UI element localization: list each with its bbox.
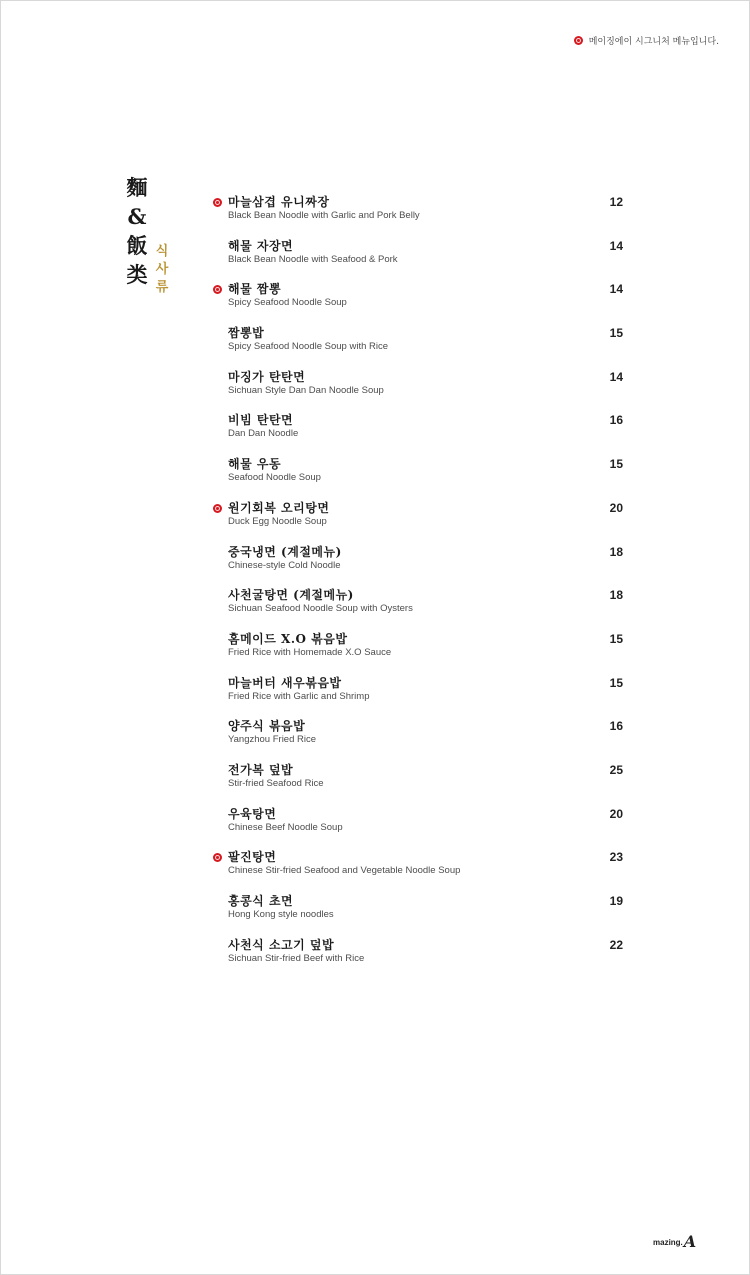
menu-item-english: Duck Egg Noodle Soup: [228, 515, 327, 527]
menu-item: [211, 630, 631, 674]
menu-item-name: 우육탕면: [228, 806, 277, 821]
menu-item-name: 해물 짬뽕: [228, 282, 282, 297]
menu-item-english: Sichuan Seafood Noodle Soup with Oysters: [228, 603, 413, 615]
menu-item-english: Chinese Beef Noodle Soup: [228, 821, 343, 833]
category-title-korean: [154, 243, 170, 297]
menu-item-name: 마늘삼겹 유니짜장: [228, 195, 330, 209]
menu-item-english: Black Bean Noodle with Garlic and Pork Belly: [228, 210, 420, 221]
menu-item: [211, 324, 631, 368]
menu-item: [211, 237, 631, 281]
menu-item-price: 15: [609, 457, 623, 472]
menu-item-english: Fried Rice with Homemade X.O Sauce: [228, 646, 392, 658]
menu-item-english: Spicy Seafood Noodle Soup: [228, 297, 347, 309]
brand-logo: [653, 1234, 696, 1250]
menu-item-price: 25: [609, 762, 623, 777]
menu-item-name: 원기회복 오리탕면: [228, 500, 330, 515]
menu-item-price: 14: [609, 369, 623, 384]
signature-icon: [213, 285, 222, 294]
menu-item-english: Chinese-style Cold Noodle: [228, 559, 341, 571]
signature-icon: [213, 504, 222, 513]
menu-item-price: 18: [609, 588, 623, 603]
menu-item: [211, 761, 631, 805]
category-korean-char: 식: [155, 244, 169, 259]
menu-item-english: Black Bean Noodle with Seafood & Pork: [228, 253, 398, 265]
menu-item-price: 12: [609, 195, 623, 209]
menu-item-english: Dan Dan Noodle: [228, 428, 299, 440]
signature-icon: [574, 36, 583, 45]
menu-item-name: 마징가 탄탄면: [228, 369, 306, 384]
menu-item: [211, 193, 631, 237]
signature-icon: [213, 198, 222, 207]
menu-item: [211, 368, 631, 412]
brand-logo-text: mazing.: [653, 1237, 683, 1247]
menu-item-price: 16: [609, 719, 623, 734]
menu-item-name: 전가복 덮밥: [228, 762, 294, 777]
signature-legend: [574, 34, 719, 47]
menu-item-name: 마늘버터 새우볶음밥: [228, 675, 342, 690]
category-hanja-char: &: [127, 204, 147, 229]
menu-item: [211, 280, 631, 324]
menu-item-price: 19: [609, 894, 623, 908]
menu-item: [211, 586, 631, 630]
menu-item-name: 홈메이드 X.O 볶음밥: [228, 631, 348, 646]
menu-item-name: 해물 자장면: [228, 238, 294, 253]
menu-item-name: 짬뽕밥: [228, 326, 265, 341]
menu-item-english: Chinese Stir-fried Seafood and Vegetable Noodle Soup: [228, 865, 461, 877]
menu-item-price: 15: [609, 675, 623, 690]
menu-item: [211, 717, 631, 761]
menu-item-name: 해물 우동: [228, 457, 282, 472]
menu-item-price: 20: [609, 500, 623, 515]
menu-item: [211, 892, 631, 936]
menu-item: [211, 455, 631, 499]
menu-item: [211, 543, 631, 587]
menu-item-name: 비빔 탄탄면: [228, 413, 294, 428]
menu-item-price: 14: [609, 282, 623, 297]
menu-item-english: Seafood Noodle Soup: [228, 472, 321, 484]
menu-item-price: 22: [609, 937, 623, 952]
brand-logo-mark: A: [683, 1232, 697, 1251]
menu-item-price: 18: [609, 544, 623, 559]
menu-item: [211, 805, 631, 849]
menu-item-price: 20: [609, 806, 623, 821]
menu-item: [211, 674, 631, 718]
menu-item: [211, 411, 631, 455]
category-hanja-char: 类: [126, 262, 148, 287]
menu-list: [211, 193, 631, 979]
category-title-hanja: [122, 173, 152, 289]
menu-item-english: Hong Kong style noodles: [228, 909, 334, 920]
menu-item-english: Sichuan Stir-fried Beef with Rice: [228, 952, 365, 964]
menu-item-price: 23: [609, 850, 623, 865]
menu-item-english: Fried Rice with Garlic and Shrimp: [228, 690, 370, 702]
menu-item: [211, 936, 631, 980]
category-korean-char: 류: [155, 280, 169, 295]
menu-item-english: Sichuan Style Dan Dan Noodle Soup: [228, 384, 384, 396]
category-hanja-char: 飯: [126, 233, 148, 258]
signature-legend-text: 메이징에이 시그니처 메뉴입니다.: [588, 37, 719, 47]
menu-item-name: 팔진탕면: [228, 850, 277, 865]
menu-item-name: 사천식 소고기 덮밥: [228, 937, 335, 952]
menu-item-name: 중국냉면 (계절메뉴): [228, 544, 342, 559]
menu-item-english: Stir-fried Seafood Rice: [228, 777, 324, 789]
menu-item-price: 15: [609, 631, 623, 646]
category-hanja-char: 麵: [126, 175, 148, 200]
menu-item: [211, 499, 631, 543]
category-korean-char: 사: [155, 262, 169, 277]
menu-item-english: Spicy Seafood Noodle Soup with Rice: [228, 341, 389, 353]
menu-item-name: 홍콩식 초면: [228, 894, 294, 908]
menu-item-price: 14: [609, 238, 623, 253]
menu-item: [211, 848, 631, 892]
menu-item-name: 양주식 볶음밥: [228, 719, 306, 734]
menu-item-price: 15: [609, 326, 623, 341]
menu-item-price: 16: [609, 413, 623, 428]
signature-icon: [213, 853, 222, 862]
menu-item-english: Yangzhou Fried Rice: [228, 734, 317, 746]
menu-item-name: 사천굴탕면 (계절메뉴): [228, 588, 354, 603]
